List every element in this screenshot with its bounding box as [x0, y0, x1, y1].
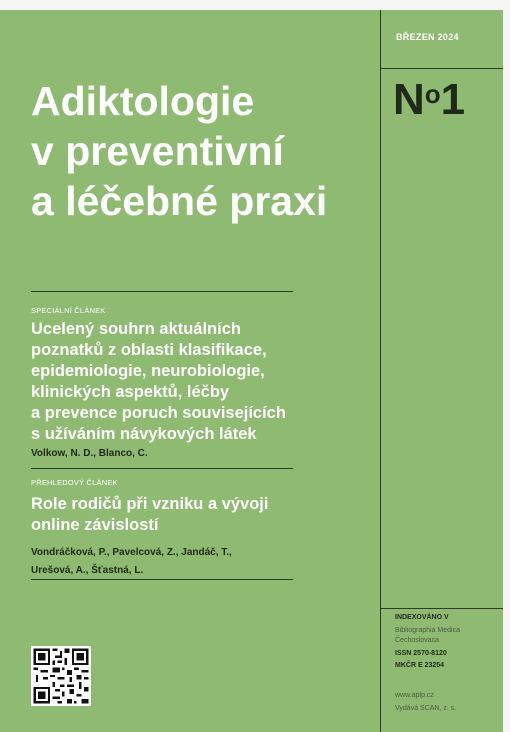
qr-code-icon[interactable]	[31, 646, 91, 706]
section-label: PŘEHLEDOVÝ ČLÁNEK	[31, 478, 118, 487]
journal-cover	[0, 10, 503, 732]
article-title-line: Role rodičů při vzniku a vývoji	[31, 495, 269, 513]
issue-superscript: o	[424, 79, 441, 109]
indexing-block	[395, 613, 460, 714]
article-title-line: s užíváním návykových látek	[31, 425, 257, 443]
vertical-divider	[380, 10, 381, 732]
section-label: SPECIÁLNÍ ČLÁNEK	[31, 306, 106, 315]
publisher: Vydává SCAN, z. s.	[395, 705, 457, 712]
mkcr-registration: MKČR E 23254	[395, 662, 445, 669]
article-authors	[31, 445, 148, 463]
indexing-database: Čechoslovaca	[395, 637, 439, 644]
article-title-line: klinických aspektů, léčby	[31, 383, 230, 401]
website-link[interactable]: www.aplp.cz	[395, 692, 434, 699]
issue-prefix: N	[393, 75, 425, 124]
article-title	[31, 494, 268, 536]
article-title-line: online závislostí	[31, 516, 159, 534]
author-line: Vondráčková, P., Pavelcová, Z., Jandáč, T.,	[31, 547, 232, 558]
author-line: Volkow, N. D., Blanco, C.	[31, 448, 148, 459]
article-title	[31, 319, 286, 445]
indexing-database: Bibliographia Medica	[395, 627, 460, 634]
issue-value: 1	[440, 75, 466, 124]
indexing-heading: INDEXOVÁNO V	[395, 614, 449, 621]
article-title-line: poznatků z oblasti klasifikace,	[31, 341, 267, 359]
issue-date: BŘEZEN 2024	[396, 32, 459, 42]
article-divider	[31, 579, 293, 580]
indexing-divider	[380, 608, 503, 609]
article-title-line: a prevence poruch souvisejících	[31, 404, 286, 422]
article-title-line: Ucelený souhrn aktuálních	[31, 320, 241, 338]
header-divider	[380, 68, 503, 69]
journal-title	[31, 76, 327, 226]
article-divider	[31, 291, 293, 292]
article-title-line: epidemiologie, neurobiologie,	[31, 362, 265, 380]
author-line: Urešová, A., Šťastná, L.	[31, 565, 144, 576]
article-authors	[31, 544, 232, 580]
article-divider	[31, 468, 293, 469]
journal-title-line: Adiktologie	[31, 78, 255, 124]
issue-number	[393, 75, 466, 124]
issn: ISSN 2570-8120	[395, 650, 447, 657]
journal-title-line: v preventivní	[31, 128, 284, 174]
journal-title-line: a léčebné praxi	[31, 178, 328, 224]
